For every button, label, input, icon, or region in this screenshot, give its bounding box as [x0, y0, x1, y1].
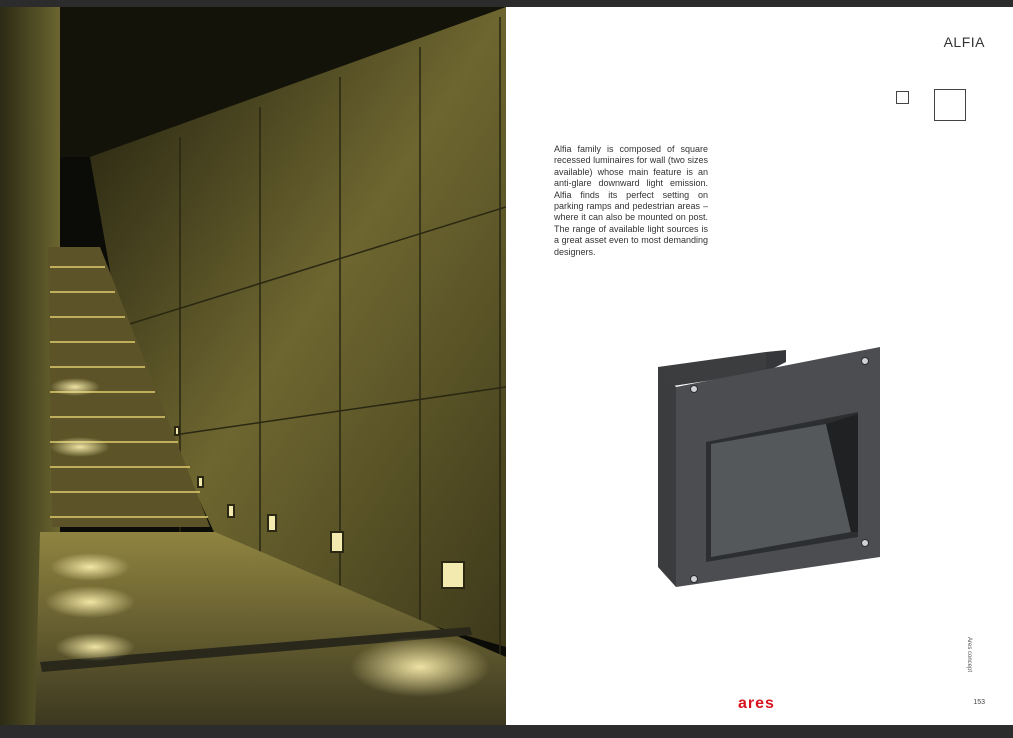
text-page — [506, 7, 1013, 725]
staircase-photo — [0, 7, 506, 725]
size-small-square-icon — [896, 91, 909, 104]
ares-logo: ares — [738, 695, 775, 712]
side-note: Ares concept — [966, 637, 972, 673]
page-number: 153 — [973, 699, 985, 706]
top-bar — [0, 0, 1013, 7]
luminaire-product-image — [646, 332, 886, 592]
bottom-bar — [0, 725, 1013, 738]
photo-page — [0, 7, 506, 725]
size-large-square-icon — [934, 89, 966, 121]
page-title: ALFIA — [943, 34, 985, 50]
product-description: Alfia family is composed of square recessed luminaires for wall (two sizes available) whose main feature is an anti-glare downward light emission. Alfia finds its perfect setting on parking ramps and pedestrian areas – where it can also be mounted on post. The range of available light sources is a great asset even to most demanding designers. — [554, 144, 708, 257]
